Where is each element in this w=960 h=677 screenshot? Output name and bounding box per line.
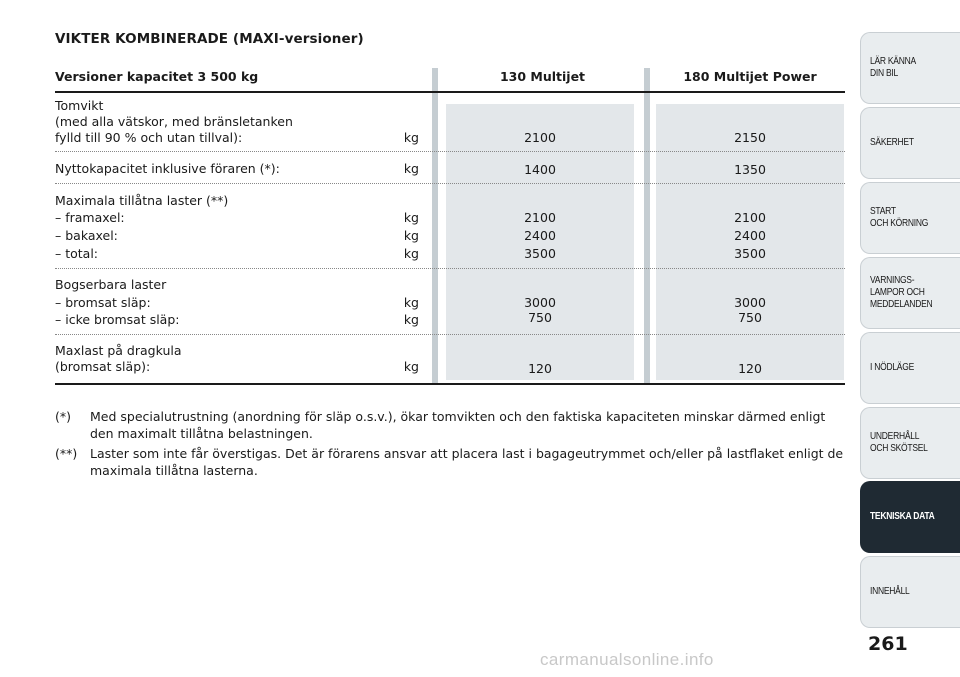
row-label-line: Tomvikt (55, 98, 104, 113)
value-cell: 2100 (524, 130, 556, 145)
unit-kg: kg (403, 246, 419, 261)
tab-tekniska-data[interactable] (860, 481, 960, 553)
tab-start-och-korning[interactable] (860, 182, 960, 254)
column-divider-1 (432, 68, 438, 385)
row-label-line: fylld till 90 % och utan tillval): (55, 130, 243, 145)
row-label-line: (bromsat släp): (55, 359, 151, 374)
footnote-mark: (*) (55, 409, 72, 424)
value-cell: 2400 (734, 228, 766, 243)
row-label-line: – total: (55, 246, 99, 261)
unit-kg: kg (403, 130, 419, 145)
unit-kg: kg (403, 161, 419, 176)
table-header-versions: Versioner kapacitet 3 500 kg (55, 69, 259, 84)
row-separator (55, 334, 845, 335)
value-cell: 750 (738, 310, 762, 325)
row-label-line: Bogserbara laster (55, 277, 167, 292)
value-cell: 750 (528, 310, 552, 325)
value-cell: 3500 (524, 246, 556, 261)
tab-label: TEKNISKA DATA (870, 511, 935, 522)
value-cell: 3000 (734, 295, 766, 310)
footnote-text: Med specialutrustning (anordning för släp o.s.v.), ökar tomvikten och den faktiska kapaciteten minskar därmed enligt den maximalt tillåtna belastningen. (90, 409, 826, 441)
value-cell: 3000 (524, 295, 556, 310)
value-cell: 120 (738, 361, 762, 376)
tab-sakerhet[interactable] (860, 107, 960, 179)
row-label-line: Maxlast på dragkula (55, 343, 182, 358)
value-cell: 2100 (524, 210, 556, 225)
row-label-line: – icke bromsat släp: (55, 312, 180, 327)
value-cell: 1400 (524, 162, 556, 177)
tab-lar-kanna-din-bil[interactable] (860, 32, 960, 104)
table-top-rule (55, 91, 845, 93)
watermark: carmanualsonline.info (540, 650, 714, 669)
table-bottom-rule (55, 383, 845, 385)
page-title: VIKTER KOMBINERADE (MAXI-versioner) (55, 31, 364, 47)
row-label-line: – bromsat släp: (55, 295, 151, 310)
value-cell: 2400 (524, 228, 556, 243)
row-label-line: Nyttokapacitet inklusive föraren (*): (55, 161, 280, 176)
tab-innehall[interactable] (860, 556, 960, 628)
value-cell: 3500 (734, 246, 766, 261)
tab-underhall-och-skotsel[interactable] (860, 407, 960, 479)
tab-i-nodlage[interactable] (860, 332, 960, 404)
tab-label: SÄKERHET (870, 137, 914, 148)
value-cell: 120 (528, 361, 552, 376)
row-label-line: Maximala tillåtna laster (**) (55, 193, 229, 208)
column-divider-2 (644, 68, 650, 385)
footnote (55, 408, 845, 442)
row-separator (55, 268, 845, 269)
page-number: 261 (868, 633, 908, 655)
row-label-line: – framaxel: (55, 210, 125, 225)
row-separator (55, 183, 845, 184)
footnote-text: Laster som inte får överstigas. Det är förarens ansvar att placera last i bagageutrymmet och/eller på lastflaket enligt de maximala tillåtna lasterna. (90, 446, 844, 478)
unit-kg: kg (403, 295, 419, 310)
row-label-line: (med alla vätskor, med bränsletanken (55, 114, 293, 129)
row-separator (55, 151, 845, 152)
column-header-130-multijet: 130 Multijet (499, 69, 586, 84)
tab-label: I NÖDLÄGE (870, 362, 915, 373)
tab-label: START OCH KÖRNING (870, 206, 929, 229)
footnote (55, 445, 845, 479)
footnote-mark: (**) (55, 446, 78, 461)
tab-label: INNEHÅLL (870, 586, 910, 597)
value-cell: 2100 (734, 210, 766, 225)
tab-label: UNDERHÅLL OCH SKÖTSEL (870, 431, 928, 454)
tab-label: VARNINGS- LAMPOR OCH MEDDELANDEN (870, 275, 933, 310)
row-label-line: – bakaxel: (55, 228, 118, 243)
unit-kg: kg (403, 210, 419, 225)
value-cell: 2150 (734, 130, 766, 145)
unit-kg: kg (403, 312, 419, 327)
tab-varningslampor[interactable] (860, 257, 960, 329)
unit-kg: kg (403, 228, 419, 243)
column-header-180-multijet-power: 180 Multijet Power (683, 69, 817, 84)
unit-kg: kg (403, 359, 419, 374)
value-cell: 1350 (734, 162, 766, 177)
tab-label: LÄR KÄNNA DIN BIL (870, 56, 916, 79)
